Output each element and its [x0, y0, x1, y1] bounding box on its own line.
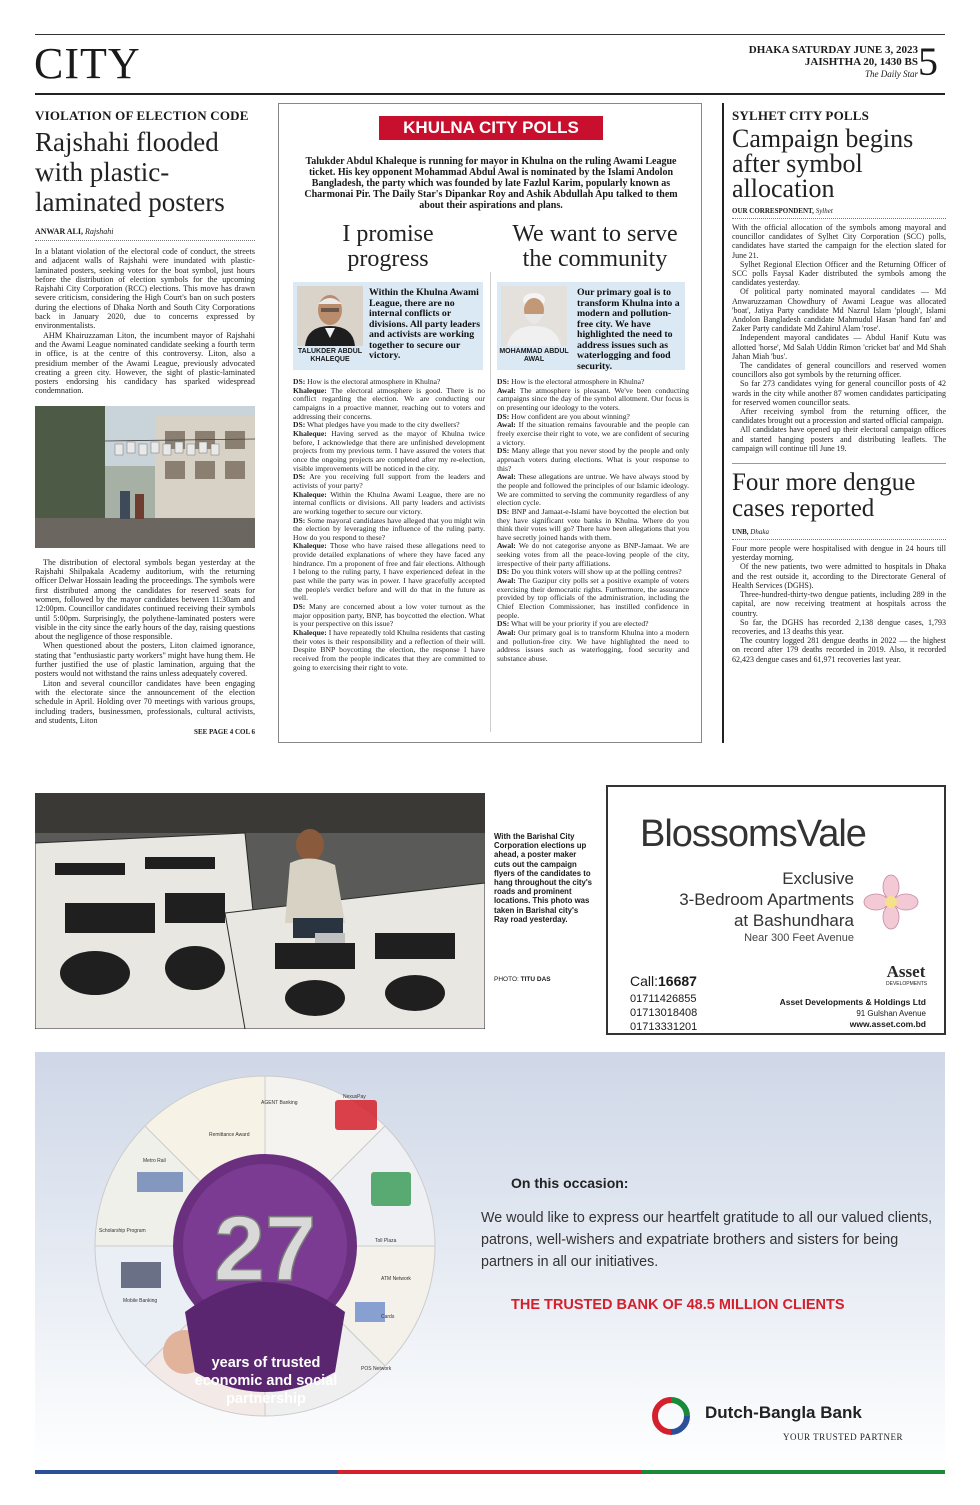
- qa-speaker: Khaleque:: [293, 628, 327, 638]
- qa-speaker: Khaleque:: [293, 489, 327, 499]
- qa-line: [293, 517, 485, 543]
- awal-headline[interactable]: We want to serve the community: [512, 221, 678, 272]
- bar-segment-red: [338, 1470, 641, 1474]
- wheel-label: ATM Network: [381, 1276, 411, 1282]
- dutch-bangla-bank-ad[interactable]: [35, 1052, 945, 1470]
- qa-speaker: DS:: [497, 506, 510, 516]
- khaleque-pull-quote: Within the Khulna Awami League, there are no internal conflicts or divisions. All party leaders and activists are working together to secure our victory.: [369, 287, 481, 361]
- qa-line: [293, 542, 485, 603]
- qa-text: What pledges have you made to the city dwellers?: [307, 420, 460, 430]
- khaleque-headline[interactable]: I promise progress: [342, 221, 434, 272]
- qa-text: How confident are you about winning?: [511, 411, 630, 421]
- paragraph: All candidates have opened up their electoral campaign offices and started hanging posters and distributing leaflets. The campaign will continue till June 19.: [732, 425, 946, 453]
- portrait-illustration: [297, 286, 363, 346]
- qa-text: Do you think voters will show up at the polling centres?: [511, 567, 682, 577]
- paragraph: With the official allocation of the symbols among mayoral and councillor candidates of Sylhet City Corporation (SCC) polls, candidates have started the campaign for the election slated for June 21.: [732, 223, 946, 260]
- khulna-polls-box: [278, 103, 702, 743]
- dengue-headline[interactable]: Four more dengue cases reported: [732, 469, 916, 523]
- page-number: 5: [918, 39, 938, 84]
- qa-speaker: Awal:: [497, 385, 516, 395]
- wheel-label: AGENT Banking: [261, 1100, 298, 1106]
- bank-name: Dutch-Bangla Bank: [705, 1403, 862, 1422]
- asset-logo: [886, 963, 926, 991]
- credit-label: PHOTO:: [494, 976, 519, 983]
- flower-icon: [856, 867, 926, 937]
- qa-text: If the situation remains favourable and the people can freely exercise their right to vote, we are confident of securing a victory.: [497, 420, 689, 447]
- qa-line: [497, 629, 689, 664]
- masthead-dateline: [749, 44, 918, 80]
- jump-line[interactable]: SEE PAGE 4 COL 6: [194, 728, 255, 737]
- bank-tagline: YOUR TRUSTED PARTNER: [783, 1432, 903, 1442]
- paragraph: Independent mayoral candidates — Abdul Hanif Kutu was allotted 'horse', Md Salah Uddin Rimon 'cricket bat' and Md Shah Jahan Miah 'bus'.: [732, 333, 946, 361]
- byline-rule: [35, 240, 255, 241]
- byline-rule: [732, 539, 946, 540]
- barishal-poster-photo: [35, 793, 485, 1029]
- asset-brand-sub: DEVELOPMENTS: [886, 981, 928, 987]
- paragraph: The distribution of electoral symbols began yesterday at the Rajshahi Shilpakala Academy auditorium, with the returning officer Delwar Hossain leading the proceedings. The symbols were first distributed among the candidates for reserved seats for women, followed by the mayor candidates between 11:30am and 12:00pm. Councillor candidates continued receiving their symbols until 5:00pm. Surprisingly, the polythene-laminated posters were visible in the city since the early hours of the day, raising questions about the negligence of those responsible.: [35, 557, 256, 642]
- paragraph: The candidates of general councillors and reserved women councillors also got symbols by the returning officer.: [732, 361, 946, 380]
- khaleque-profile: [293, 282, 483, 370]
- qa-text: What will be your priority if you are elected?: [511, 619, 649, 629]
- wheel-label: Toll Plaza: [375, 1238, 397, 1244]
- paper-name: The Daily Star: [865, 69, 918, 79]
- paragraph: Of political party nominated mayoral candidates — Md Anwaruzzaman Chowdhury of Awami League was allocated 'boat', Jatiya Party candidate Md Nazrul Islam 'plough', Islami Andolon Bangladesh candidate Mahmudul Hasan 'hand fan' and Zaker Party candidate Md Zahirul Alam 'rose'.: [732, 287, 946, 334]
- byline-rule: [732, 218, 946, 219]
- qa-text: How is the electoral atmosphere in Khulna?: [511, 377, 645, 386]
- column-divider: [490, 272, 491, 732]
- ad-company: Asset Developments & Holdings Ltd: [779, 997, 926, 1007]
- ad-color-bar: [35, 1470, 945, 1474]
- paragraph: When questioned about the posters, Liton claimed ignorance, stating that "enthusiastic party workers" might have hung them. He further justified the use of plastic lamination, arguing that the posters would not withstand the rains unless adequately covered.: [35, 641, 255, 679]
- wheel-label: NexusPay: [343, 1094, 366, 1100]
- years-text: years of trusted economic and social partnership: [194, 1355, 338, 1407]
- qa-speaker: DS:: [497, 567, 510, 577]
- qa-speaker: DS:: [497, 619, 510, 629]
- byline-location: Sylhet: [815, 207, 833, 215]
- byline-location: Rajshahi: [85, 227, 114, 236]
- qa-text: Within the Khulna Awami League, there are no internal conflicts or divisions. All party leaders and activists are working together to secure our victory.: [293, 489, 485, 516]
- ad-exclusive: Exclusive: [782, 869, 854, 888]
- wheel-label: Mobile Banking: [123, 1298, 158, 1304]
- qa-line: [497, 508, 689, 543]
- qa-speaker: Awal:: [497, 420, 516, 430]
- qa-line: [497, 542, 689, 568]
- wheel-label: POS Network: [361, 1366, 392, 1372]
- qa-text: The electoral atmosphere is good. There is no conflict regarding the election. We are conducting our campaigns in a proactive manner, reaching out to voters and addressing their concerns.: [293, 385, 485, 421]
- qa-text: We do not categorise anyone as BNP-Jamaat. We are seeking votes from all the peace-loving people of the city, irrespective of their party affiliations.: [497, 541, 690, 568]
- dengue-body: [732, 544, 946, 664]
- qa-speaker: DS:: [293, 602, 306, 612]
- ad-apartments: 3-Bedroom Apartments: [679, 890, 854, 909]
- masthead-top-rule: [35, 34, 945, 35]
- wheel-label: Remittance Award: [209, 1132, 250, 1138]
- qa-speaker: DS:: [497, 446, 510, 456]
- paragraph: Sylhet Regional Election Officer and the Returning Officer of SCC polls Faysal Kader distributed the symbols among the candidates yesterday.: [732, 259, 946, 288]
- qa-speaker: Khaleque:: [293, 385, 327, 395]
- qa-speaker: Awal:: [497, 472, 516, 482]
- qa-text: Having served as the mayor of Khulna twice before, I acknowledge that there are unfinished development projects from my previous term. I have assured the voters that once the ongoing projects are completed after my re-election, visible improvements will be noticed in the city.: [293, 428, 485, 473]
- article-headline[interactable]: Rajshahi flooded with plastic-laminated posters: [35, 127, 225, 217]
- qa-line: [497, 447, 689, 473]
- photo-credit: [494, 976, 551, 983]
- awal-name: MOHAMMAD ABDUL AWAL: [499, 348, 569, 363]
- paragraph: AHM Khairuzzaman Liton, the incumbent mayor of Rajshahi and the Awami League nominated candidate seeking a fourth term in office, is at the centre of this controversy. Liton, also a presidium member of the Awami League, previously advocated creating a green city. However, the sight of plastic-laminated posters endorsing his candidacy has sparked widespread condemnation.: [35, 330, 255, 396]
- khaleque-interview: [293, 378, 485, 672]
- paragraph: So far, the DGHS has recorded 2,138 dengue cases, 1,793 recoveries, and 13 deaths this year.: [732, 617, 946, 636]
- rajshahi-street-photo: [35, 406, 255, 548]
- qa-speaker: DS:: [497, 377, 510, 386]
- sylhet-byline: [732, 207, 946, 215]
- qa-line: [497, 387, 689, 413]
- wheel-label: Metro Rail: [143, 1158, 166, 1164]
- qa-text: Many allege that you never stood by the people and only approach voters during elections. What is your response to this?: [497, 446, 689, 473]
- qa-text: I have repeatedly told Khulna residents that casting their votes is their responsibility and a reflection of their will. Despite BNP boycotting the election, the response I have received from the people indicates that they are committed to going to exercising their right to vote.: [293, 628, 485, 672]
- dengue-byline: [732, 528, 946, 536]
- paragraph: Of the new patients, two were admitted to hospitals in Dhaka and the rest outside it, according to the Directorate General of Health Services (DGHS).: [732, 562, 946, 590]
- qa-speaker: Awal:: [497, 628, 516, 638]
- dbbl-logo-icon: [645, 1396, 697, 1436]
- ad-phone[interactable]: 01713331201: [630, 1021, 698, 1033]
- rajshahi-article: [35, 103, 255, 736]
- awal-profile: [497, 282, 685, 370]
- qa-text: Many are concerned about a low voter turnout as the major opposition party, BNP, has boycotted the election. What is your perspective on this issue?: [293, 602, 485, 629]
- qa-line: [497, 473, 689, 508]
- dateline: DHAKA SATURDAY JUNE 3, 2023: [748, 44, 918, 56]
- qa-speaker: DS:: [497, 411, 510, 421]
- qa-text: Those who have raised these allegations need to provide detailed explanations of where they have faced any hindrance. I'm a proponent of free and fair elections. Although I belong to the ruling party, I have experienced defeat in the past while the party was in power. I have gracefully accepted the people's verdict before and will do that in the future as well.: [293, 541, 485, 603]
- section-divider: [732, 463, 946, 464]
- qa-line: [293, 603, 485, 629]
- awal-photo: [501, 286, 567, 346]
- qa-text: The atmosphere is pleasant. We've been conducting campaigns since the day of the symbol allotment. Our focus is on presenting our ideology to the voters.: [497, 385, 689, 412]
- call-label: Call:: [630, 973, 659, 989]
- paragraph: Liton and several councillor candidates have been engaging with the electorate since the announcement of the election schedule in April. Holding over 70 meetings with various groups, including traders, businessmen, professionals, cultural activists, and students, Liton: [35, 678, 255, 725]
- article-byline: [35, 227, 255, 236]
- sylhet-body: [732, 223, 946, 453]
- qa-line: [497, 577, 689, 620]
- qa-speaker: DS:: [293, 515, 306, 525]
- portrait-illustration: [501, 286, 567, 346]
- article-body-top: [35, 247, 255, 396]
- qa-speaker: DS:: [293, 420, 306, 430]
- byline-author: ANWAR ALI,: [35, 227, 84, 236]
- wheel-label: Scholarship Program: [99, 1228, 146, 1234]
- paragraph: After receiving symbol from the returning officer, the candidates brought out a procession and started official campaign.: [732, 407, 946, 426]
- sylhet-kicker: SYLHET CITY POLLS: [732, 108, 870, 123]
- byline-author: UNB,: [732, 528, 749, 537]
- qa-speaker: Khaleque:: [293, 541, 327, 551]
- paragraph: Four more people were hospitalised with dengue in 24 hours till yesterday morning.: [732, 544, 946, 563]
- ad-address: 91 Gulshan Avenue: [856, 1009, 926, 1018]
- ad-occasion: On this occasion:: [511, 1175, 629, 1191]
- qa-line: [293, 473, 485, 490]
- years-number: 27: [213, 1198, 317, 1300]
- bar-segment-blue: [35, 1470, 338, 1474]
- section-title: CITY: [34, 39, 141, 88]
- ad-trusted-line: THE TRUSTED BANK OF 48.5 MILLION CLIENTS: [511, 1297, 845, 1313]
- ad-location: at Bashundhara: [733, 911, 854, 930]
- ad-website[interactable]: www.asset.com.bd: [849, 1019, 926, 1029]
- khulna-banner: KHULNA CITY POLLS: [379, 116, 603, 140]
- ad-phone[interactable]: 01711426855: [630, 993, 697, 1005]
- asset-brand: Asset: [886, 962, 926, 981]
- masthead-bottom-rule: [35, 93, 945, 95]
- qa-text: BNP and Jamaat-e-Islami have boycotted the election but they have significant vote banks in Khulna. Where do you think their votes will go? There have been allegations that you have secretly joined hands with them.: [497, 506, 689, 542]
- paragraph: In a blatant violation of the electoral code of conduct, the streets and adjacent walls of Rajshahi were inundated with plastic-laminated posters, seeking votes for the boat symbol, just hours before the distribution of election symbols for the upcoming Rajshahi City Corporation (RCC) elections. This move has drawn severe criticism, considering the High Court's ban on such posters during the elections of Dhaka North and South City Corporations back in January 2020, due to concerns expressed by environmentalists.: [35, 247, 255, 331]
- qa-line: [293, 430, 485, 473]
- qa-text: How is the electoral atmosphere in Khulna?: [307, 377, 441, 386]
- ad-near: Near 300 Feet Avenue: [744, 932, 854, 944]
- qa-speaker: DS:: [293, 472, 306, 482]
- byline-location: Dhaka: [750, 528, 769, 537]
- qa-line: [293, 491, 485, 517]
- qa-text: Some mayoral candidates have alleged that you might win the election by leveraging the influence of the ruling party. How do you respond to these?: [293, 515, 485, 542]
- khulna-intro: Talukder Abdul Khaleque is running for mayor in Khulna on the ruling Awami League ticket. His key opponent Mohammad Abdul Awal is nominated by the Islami Andolon Bangladesh, the party which was founded by late Fazlul Karim, popularly known as Charmonai Pir. The Daily Star's Dipankar Roy and Ashik Abdullah Apu talked to them about their aspirations and plans.: [304, 156, 678, 211]
- article-kicker: VIOLATION OF ELECTION CODE: [35, 108, 249, 123]
- qa-line: [293, 387, 485, 422]
- qa-speaker: DS:: [293, 377, 306, 386]
- poster-maker-illustration: [35, 793, 485, 1029]
- hotline[interactable]: 16687: [658, 973, 697, 989]
- ad-thanks: We would like to express our heartfelt gratitude to all our valued clients, patrons, well-wishers and expatriate brothers and sisters for being partners in all our initiatives.: [481, 1210, 933, 1270]
- paragraph: The country logged 281 dengue deaths in 2022 — the highest on record after 179 deaths recorded in 2019. Also, it recorded 62,423 dengue cases and 61,971 recoveries last year.: [732, 636, 946, 664]
- qa-speaker: Awal:: [497, 576, 516, 586]
- ad-call: [630, 973, 697, 989]
- qa-speaker: Awal:: [497, 541, 516, 551]
- qa-speaker: Khaleque:: [293, 428, 327, 438]
- qa-text: Our primary goal is to transform Khulna into a modern and pollution-free city. We have highlighted the need to address issues such as waterlogging, food security and substance abuse.: [497, 628, 689, 663]
- article-body-bottom: [35, 558, 255, 725]
- qa-text: Are you receiving full support from the leaders and activists of your party?: [293, 472, 485, 490]
- wheel-label: Cards: [381, 1314, 395, 1320]
- paragraph: Three-hundred-thirty-two dengue patients, including 289 in the capital, are now receiving treatment at hospitals across the country.: [732, 590, 946, 618]
- sylhet-headline[interactable]: Campaign begins after symbol allocation: [732, 124, 914, 203]
- street-photo-illustration: [35, 406, 255, 548]
- ad-phone[interactable]: 01713018408: [630, 1007, 698, 1019]
- credit-name: TITU DAS: [520, 976, 551, 983]
- photo-caption: With the Barishal City Corporation elections up ahead, a poster maker cuts out the campaign flyers of the candidates to hang throughout the city's roads and prominent locations. This photo was taken in Barishal city's Ray road yesterday.: [494, 832, 593, 924]
- khaleque-name: TALUKDER ABDUL KHALEQUE: [297, 348, 363, 363]
- qa-line: [497, 421, 689, 447]
- bengali-date: JAISHTHA 20, 1430 BS: [804, 56, 918, 68]
- qa-text: The Gazipur city polls set a positive example of voters exercising their democratic rights. Furthermore, the assurance provided by top officials of the administration, including the Chief Election Commissioner, has instilled confidence in people.: [497, 576, 689, 620]
- awal-pull-quote: Our primary goal is to transform Khulna into a modern and pollution-free city. We have highlighted the need to address issues such as waterlogging and food security.: [577, 287, 680, 372]
- awal-interview: [497, 378, 689, 664]
- ad-logo: BlossomsVale: [640, 813, 866, 855]
- blossoms-vale-ad[interactable]: [606, 785, 946, 1035]
- qa-line: [293, 629, 485, 672]
- bar-segment-green: [642, 1470, 945, 1474]
- right-column: [722, 103, 946, 664]
- paragraph: So far 273 candidates vying for general councillor posts of 42 wards in the city while another 87 women candidates participating for reserved women councillor seats.: [732, 379, 946, 407]
- byline-author: OUR CORRESPONDENT,: [732, 207, 814, 215]
- qa-text: These allegations are untrue. We have always stood by the people and followed the principles of our Islamic ideology. We are committed to serving the community regardless of any election cycle.: [497, 472, 689, 508]
- khaleque-photo: [297, 286, 363, 346]
